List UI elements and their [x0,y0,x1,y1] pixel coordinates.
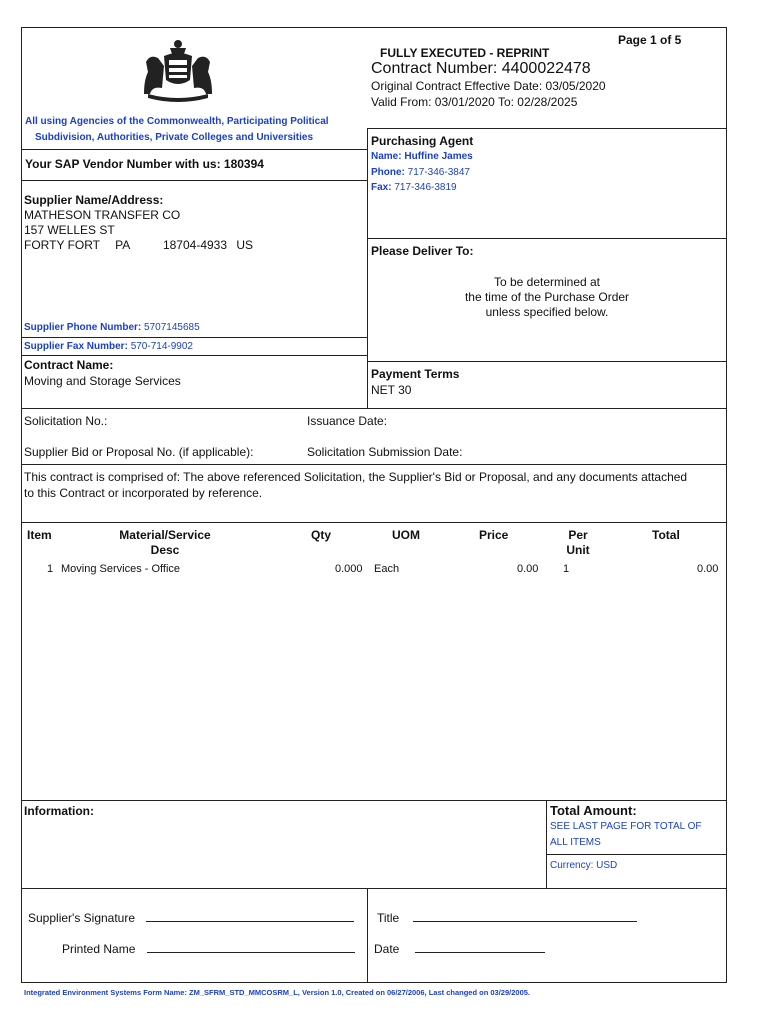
divider [546,800,547,888]
agencies-line-2: Subdivision, Authorities, Private Colleges and Universities [35,132,314,143]
title-label: Title [377,911,400,925]
title-field[interactable] [377,911,637,925]
payment-terms-value: NET 30 [371,383,412,397]
divider [21,522,727,523]
contract-name-value: Moving and Storage Services [24,374,181,388]
status-title: FULLY EXECUTED - REPRINT [380,46,550,60]
item-price: 0.00 [517,563,539,575]
commonwealth-seal-icon [138,36,218,102]
item-desc: Moving Services - Office [61,563,181,575]
printed-name[interactable] [62,942,355,956]
item-qty: 0.000 [335,563,363,575]
col-uom: UOM [392,528,420,542]
supplier-name: MATHESON TRANSFER CO [24,208,181,222]
col-per-unit [550,528,606,558]
information-label: Information: [24,804,94,818]
item-per: 1 [563,563,570,575]
agent-phone-value: 717-346-3847 [407,167,470,178]
agent-fax-label: Fax: [371,182,392,193]
col-qty: Qty [311,528,332,542]
agent-fax-value: 717-346-3819 [394,182,457,193]
supplier-fax-value: 570-714-9902 [130,341,193,352]
contract-name-label: Contract Name: [24,358,114,372]
agencies-line-1: All using Agencies of the Commonwealth, Participating Political [25,116,329,127]
title-line[interactable] [413,911,637,922]
payment-terms-label: Payment Terms [371,367,460,381]
deliver-line-3: unless specified below. [485,305,609,319]
supplier-state: PA [115,238,130,252]
supplier-label: Supplier Name/Address: [24,193,164,207]
divider [21,337,367,338]
col-per-line-2: Unit [566,543,590,557]
footer-form-name: Integrated Environment Systems Form Name: ZM_SFRM_STD_MMCOSRM_L, Version 1.0, Created on 06/27/2006, Last changed on 03/29/2005. [24,988,530,997]
item-num: 1 [47,563,54,575]
divider [21,408,727,409]
submission-date: Solicitation Submission Date: [307,445,463,459]
divider [21,355,367,356]
divider [367,888,368,983]
item-total: 0.00 [697,563,719,575]
supplier-signature-line[interactable] [146,911,354,922]
supplier-signature-label: Supplier's Signature [28,911,136,925]
date-field[interactable] [374,942,545,956]
divider [21,888,727,889]
table-row [21,563,727,577]
divider [367,128,727,129]
comprised-line-2: to this Contract or incorporated by reference. [24,486,263,500]
supplier-street: 157 WELLES ST [24,223,115,237]
deliver-line-2: the time of the Purchase Order [464,290,630,304]
supplier-phone [24,322,200,333]
col-per-line-1: Per [568,528,588,542]
divider [21,180,367,181]
purchasing-agent-title: Purchasing Agent [371,134,474,148]
supplier-city-line [24,238,253,252]
contract-number [371,60,591,78]
agent-name-label: Name: [371,151,402,162]
agent-phone-label: Phone: [371,167,405,178]
issuance-date: Issuance Date: [307,414,388,428]
deliver-title: Please Deliver To: [371,244,474,258]
divider [367,238,727,239]
col-price: Price [479,528,509,542]
item-uom: Each [374,563,400,575]
agent-fax [371,182,457,193]
bid-proposal-no: Supplier Bid or Proposal No. (if applicable): [24,445,254,459]
divider [546,854,727,855]
col-desc-line-2: Desc [150,543,180,557]
supplier-zip: 18704-4933 [162,238,228,252]
deliver-line-1: To be determined at [493,275,601,289]
printed-name-label: Printed Name [62,942,136,956]
valid-dates: Valid From: 03/01/2020 To: 02/28/2025 [371,95,578,109]
col-item: Item [27,528,52,542]
date-line[interactable] [415,942,545,953]
supplier-phone-value: 5707145685 [144,322,200,333]
total-note-line-1: SEE LAST PAGE FOR TOTAL OF [550,821,702,832]
agent-name-value: Huffine James [404,151,473,162]
printed-name-line[interactable] [147,942,355,953]
supplier-country: US [236,238,254,252]
divider [367,128,368,408]
agent-phone [371,167,470,178]
comprised-line-1: This contract is comprised of: The above referenced Solicitation, the Supplier's Bid or Proposal, and any documents attached [24,470,688,484]
col-desc-line-1: Material/Service [119,528,211,542]
total-note-line-2: ALL ITEMS [550,837,601,848]
divider [21,464,727,465]
supplier-signature[interactable] [28,911,354,925]
supplier-fax [24,341,193,352]
supplier-fax-label: Supplier Fax Number: [24,341,128,352]
total-amount-label: Total Amount: [550,803,637,818]
agent-name [371,151,473,162]
col-desc [100,528,230,558]
currency: Currency: USD [550,860,618,871]
effective-date: Original Contract Effective Date: 03/05/2020 [371,79,606,93]
divider [21,800,727,801]
supplier-city: FORTY FORT [24,238,100,252]
contract-number-value: 4400022478 [501,60,591,77]
divider [367,361,727,362]
col-total: Total [652,528,680,542]
date-label: Date [374,942,400,956]
vendor-number: Your SAP Vendor Number with us: 180394 [25,157,264,171]
divider [21,149,367,150]
contract-number-label: Contract Number: [371,60,498,77]
solicitation-no: Solicitation No.: [24,414,108,428]
supplier-phone-label: Supplier Phone Number: [24,322,142,333]
page-number: Page 1 of 5 [618,33,682,47]
